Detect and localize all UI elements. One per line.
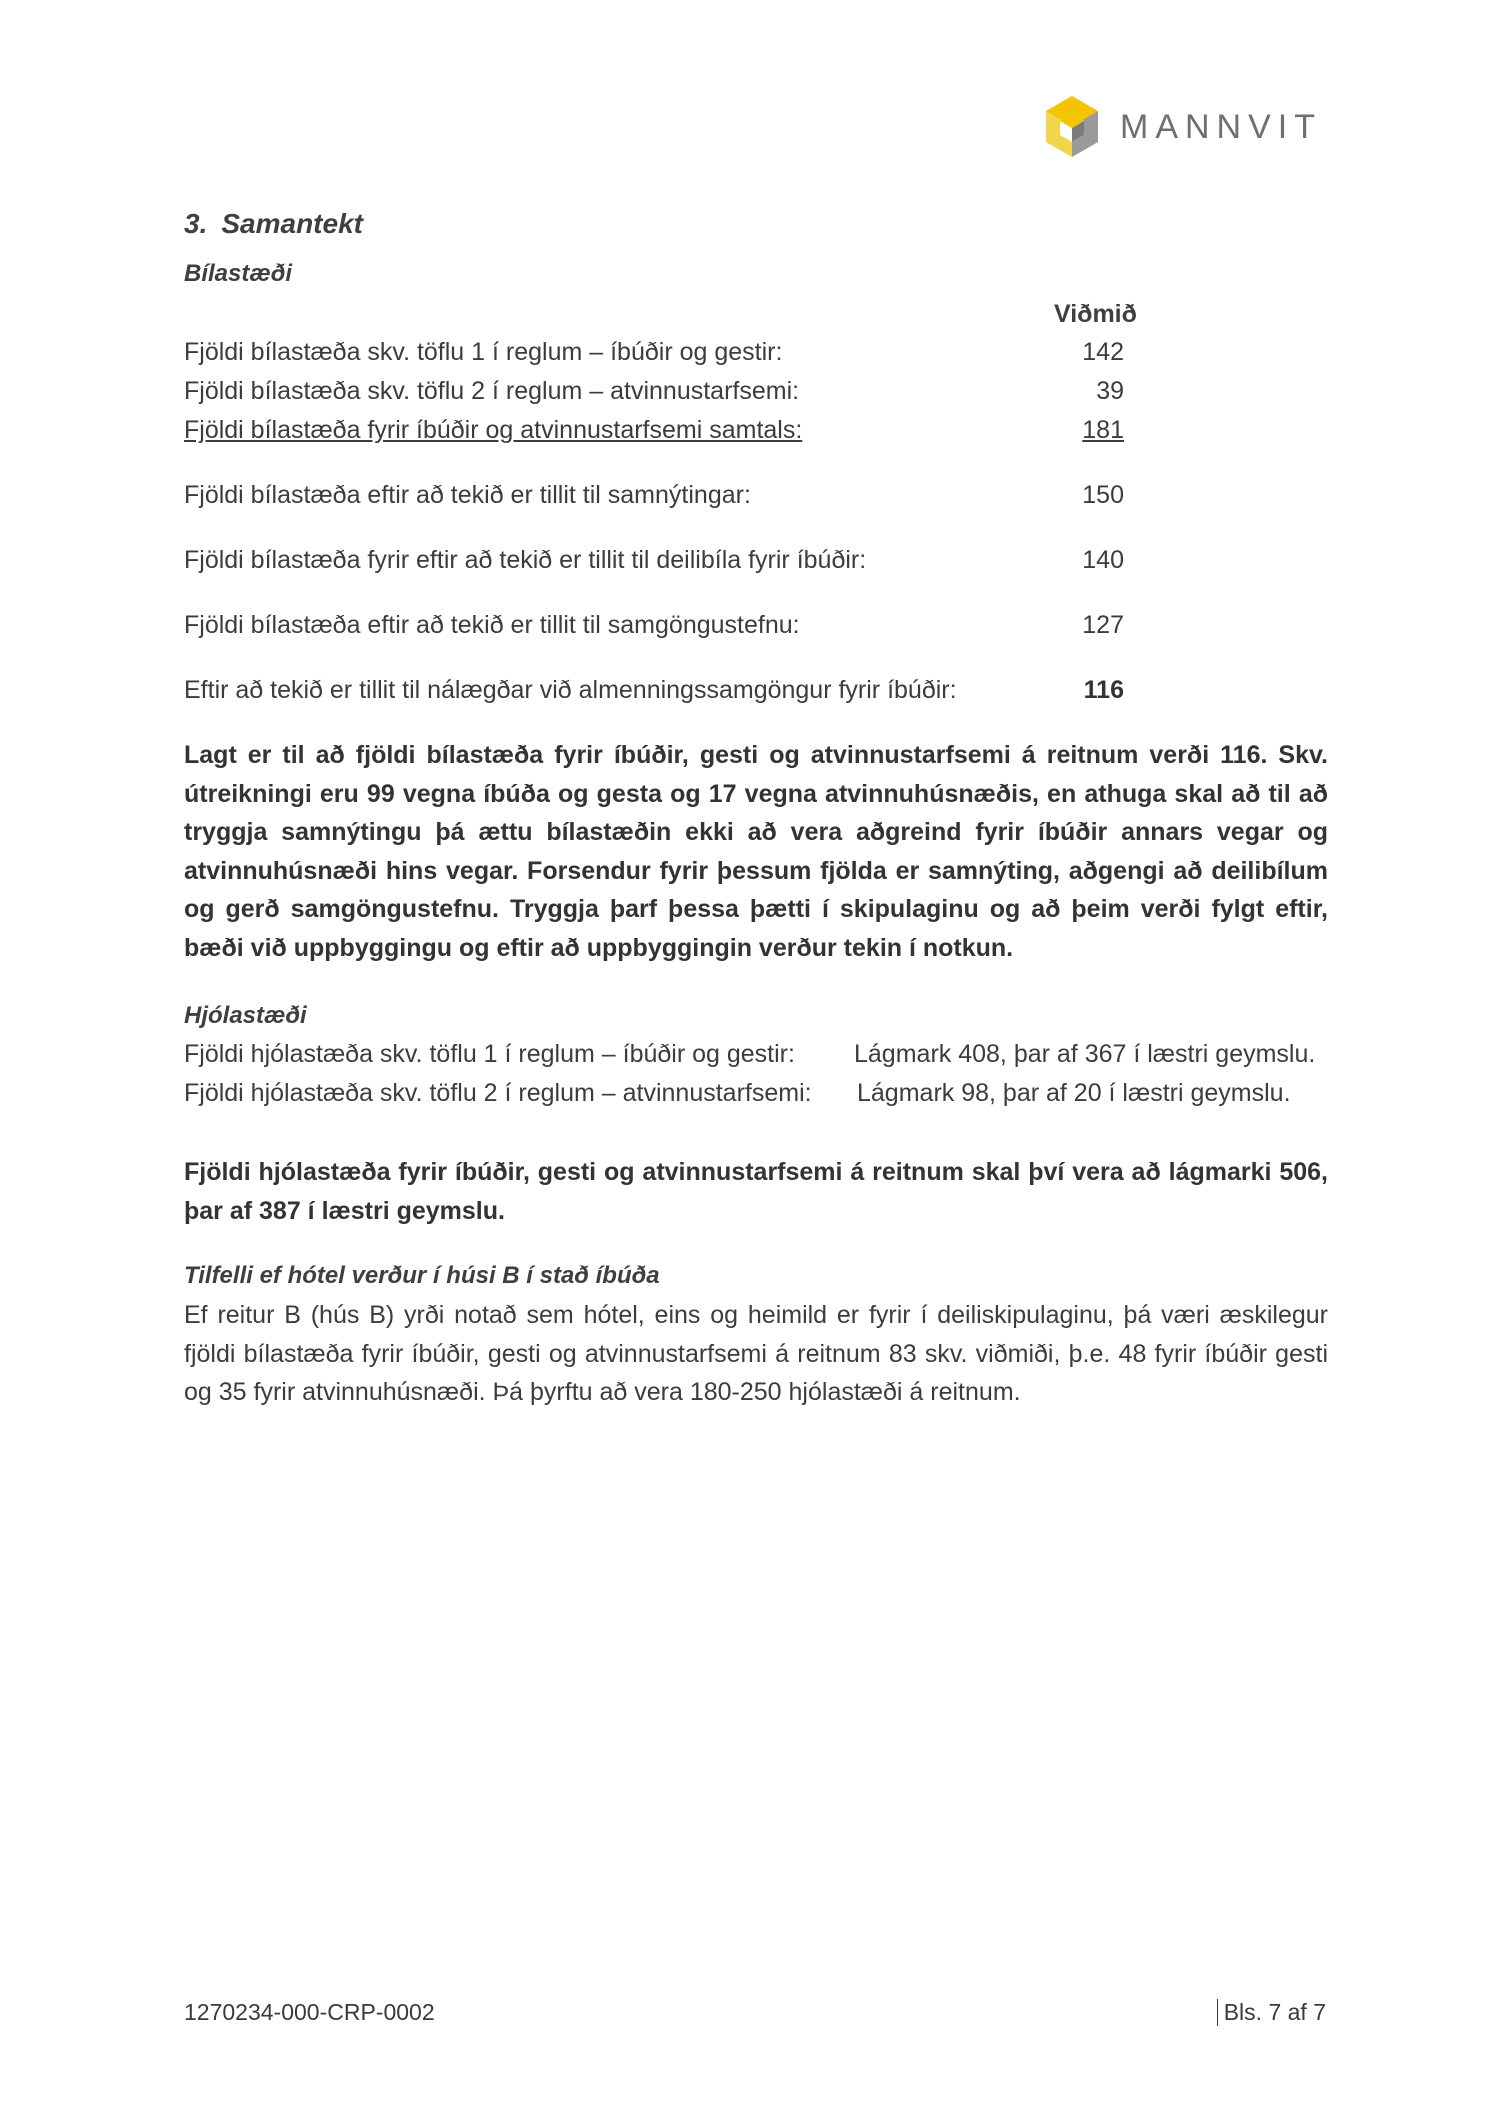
section-number: 3. — [184, 208, 208, 239]
parking-row-label: Fjöldi bílastæða skv. töflu 2 í reglum – atvinnustarfsemi: — [184, 377, 800, 405]
section-title: Samantekt — [221, 208, 363, 239]
parking-heading: Bílastæði — [184, 260, 293, 287]
parking-row-label: Fjöldi bílastæða eftir að tekið er tillit til samgöngustefnu: — [184, 611, 800, 639]
document-id: 1270234-000-CRP-0002 — [184, 1999, 435, 2025]
parking-row — [184, 546, 1124, 580]
bike-row — [184, 1040, 1334, 1074]
bike-row-value: Lágmark 98, þar af 20 í læstri geymslu. — [857, 1079, 1291, 1107]
parking-row-value: 39 — [1096, 377, 1124, 405]
bike-row-value: Lágmark 408, þar af 367 í læstri geymslu. — [854, 1040, 1316, 1068]
parking-total-value: 181 — [1082, 416, 1124, 444]
parking-row — [184, 338, 1124, 372]
bike-heading: Hjólastæði — [184, 1002, 307, 1029]
criteria-column-header: Viðmið — [1054, 300, 1137, 328]
bike-summary: Fjöldi hjólastæða fyrir íbúðir, gesti og atvinnustarfsemi á reitnum skal því vera að lágmarki 506, þar af 387 í læstri geymslu. — [184, 1158, 1328, 1225]
hotel-text: Ef reitur B (hús B) yrði notað sem hótel, eins og heimild er fyrir í deiliskipulaginu, þá væri æskilegur fjöldi bílastæða fyrir íbúðir, gesti og atvinnustarfsemi á reitnum 83 skv. viðmiði, þ.e. 48 fyrir íbúðir gesti og 35 fyrir atvinnuhúsnæði. Þá þyrftu að vera 180-250 hjólastæði á reitnum. — [184, 1301, 1328, 1406]
parking-row-label: Fjöldi bílastæða skv. töflu 1 í reglum – íbúðir og gestir: — [184, 338, 783, 366]
logo-text: MANNVIT — [1120, 108, 1322, 146]
parking-row-value: 140 — [1082, 546, 1124, 574]
page-number: Bls. 7 af 7 — [1217, 1999, 1326, 2026]
parking-total-label: Fjöldi bílastæða fyrir íbúðir og atvinnustarfsemi samtals: — [184, 416, 803, 444]
parking-row-label: Eftir að tekið er tillit til nálægðar við almenningssamgöngur fyrir íbúðir: — [184, 676, 957, 704]
parking-row — [184, 611, 1124, 645]
parking-row-value: 127 — [1082, 611, 1124, 639]
parking-row — [184, 377, 1124, 411]
bike-row-label: Fjöldi hjólastæða skv. töflu 2 í reglum – atvinnustarfsemi: — [184, 1079, 812, 1107]
parking-row — [184, 481, 1124, 515]
company-logo — [1040, 94, 1330, 160]
bike-row — [184, 1079, 1334, 1113]
parking-row-label: Fjöldi bílastæða eftir að tekið er tillit til samnýtingar: — [184, 481, 751, 509]
parking-row-label: Fjöldi bílastæða fyrir eftir að tekið er tillit til deilibíla fyrir íbúðir: — [184, 546, 867, 574]
section-heading — [184, 208, 363, 240]
hexagon-logo-icon — [1040, 94, 1104, 160]
parking-final-row — [184, 676, 1124, 710]
parking-row-value: 150 — [1082, 481, 1124, 509]
parking-summary: Lagt er til að fjöldi bílastæða fyrir íbúðir, gesti og atvinnustarfsemi á reitnum verði 116. Skv. útreikningi eru 99 vegna íbúða og gesta og 17 vegna atvinnuhúsnæðis, en athuga skal að til að tryggja samnýtingu þá ættu bílastæðin ekki að vera aðgreind fyrir íbúðir annars vegar og atvinnuhúsnæði hins vegar. Forsendur fyrir þessum fjölda er samnýting, aðgengi að deilibílum og gerð samgöngustefnu. Tryggja þarf þessa þætti í skipulaginu og að þeim verði fylgt eftir, bæði við uppbyggingu og eftir að uppbyggingin verður tekin í notkun. — [184, 741, 1328, 962]
parking-final-value: 116 — [1083, 676, 1124, 704]
parking-total-row — [184, 416, 1124, 450]
hotel-heading: Tilfelli ef hótel verður í húsi B í stað íbúða — [184, 1262, 660, 1289]
bike-row-label: Fjöldi hjólastæða skv. töflu 1 í reglum – íbúðir og gestir: — [184, 1040, 795, 1068]
parking-row-value: 142 — [1082, 338, 1124, 366]
